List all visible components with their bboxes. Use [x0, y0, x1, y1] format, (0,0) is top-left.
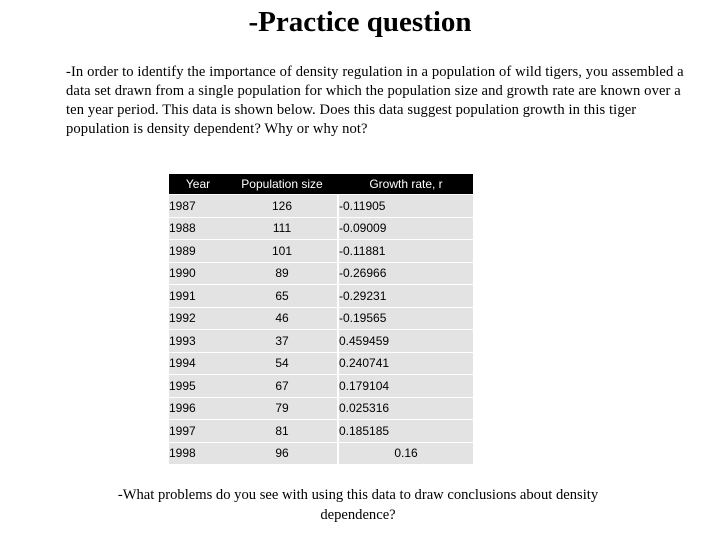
cell-growth-rate: -0.29231: [337, 284, 473, 307]
cell-year: 1991: [169, 284, 227, 307]
cell-year: 1994: [169, 352, 227, 375]
cell-growth-rate: -0.11905: [337, 194, 473, 217]
table-row: [169, 262, 473, 285]
cell-population: 89: [227, 262, 337, 285]
cell-year: 1996: [169, 397, 227, 420]
cell-year: 1987: [169, 194, 227, 217]
cell-population: 81: [227, 419, 337, 442]
cell-population: 79: [227, 397, 337, 420]
cell-population: 111: [227, 217, 337, 240]
table-row: [169, 442, 473, 465]
cell-population: 54: [227, 352, 337, 375]
table-row: [169, 374, 473, 397]
cell-year: 1995: [169, 374, 227, 397]
question-text: -In order to identify the importance of density regulation in a population of wild tigers, you assembled a data set drawn from a single population for which the population size and growth rate are known over a ten year period. This data is shown below. Does this data suggest population growth in this tiger population is density dependent? Why or why not?: [66, 64, 684, 137]
cell-growth-rate: 0.240741: [337, 352, 473, 375]
header-year: Year: [169, 174, 227, 194]
cell-year: 1998: [169, 442, 227, 465]
table-row: [169, 329, 473, 352]
header-growth-rate: Growth rate, r: [337, 174, 473, 194]
cell-year: 1992: [169, 307, 227, 330]
cell-population: 96: [227, 442, 337, 465]
cell-year: 1990: [169, 262, 227, 285]
cell-growth-rate: -0.11881: [337, 239, 473, 262]
header-population-size: Population size: [227, 174, 337, 194]
table-row: [169, 397, 473, 420]
tiger-population-table: [169, 174, 473, 464]
cell-growth-rate: 0.025316: [337, 397, 473, 420]
table-row: [169, 194, 473, 217]
table-row: [169, 217, 473, 240]
cell-population: 101: [227, 239, 337, 262]
follow-up-question: -What problems do you see with using this data to draw conclusions about density dependence?: [117, 487, 599, 523]
cell-year: 1993: [169, 329, 227, 352]
table-row: [169, 239, 473, 262]
cell-population: 65: [227, 284, 337, 307]
table-row: [169, 307, 473, 330]
cell-population: 67: [227, 374, 337, 397]
cell-growth-rate: -0.26966: [337, 262, 473, 285]
cell-growth-rate: 0.185185: [337, 419, 473, 442]
table-header-row: [169, 174, 473, 194]
cell-year: 1989: [169, 239, 227, 262]
cell-growth-rate: -0.19565: [337, 307, 473, 330]
slide-title: -Practice question: [248, 6, 472, 38]
cell-growth-rate: 0.179104: [337, 374, 473, 397]
cell-population: 37: [227, 329, 337, 352]
table-row: [169, 284, 473, 307]
cell-growth-rate: 0.459459: [337, 329, 473, 352]
cell-population: 46: [227, 307, 337, 330]
cell-population: 126: [227, 194, 337, 217]
cell-growth-rate: 0.16: [337, 442, 473, 465]
table-row: [169, 352, 473, 375]
cell-year: 1997: [169, 419, 227, 442]
cell-year: 1988: [169, 217, 227, 240]
table-row: [169, 419, 473, 442]
cell-growth-rate: -0.09009: [337, 217, 473, 240]
